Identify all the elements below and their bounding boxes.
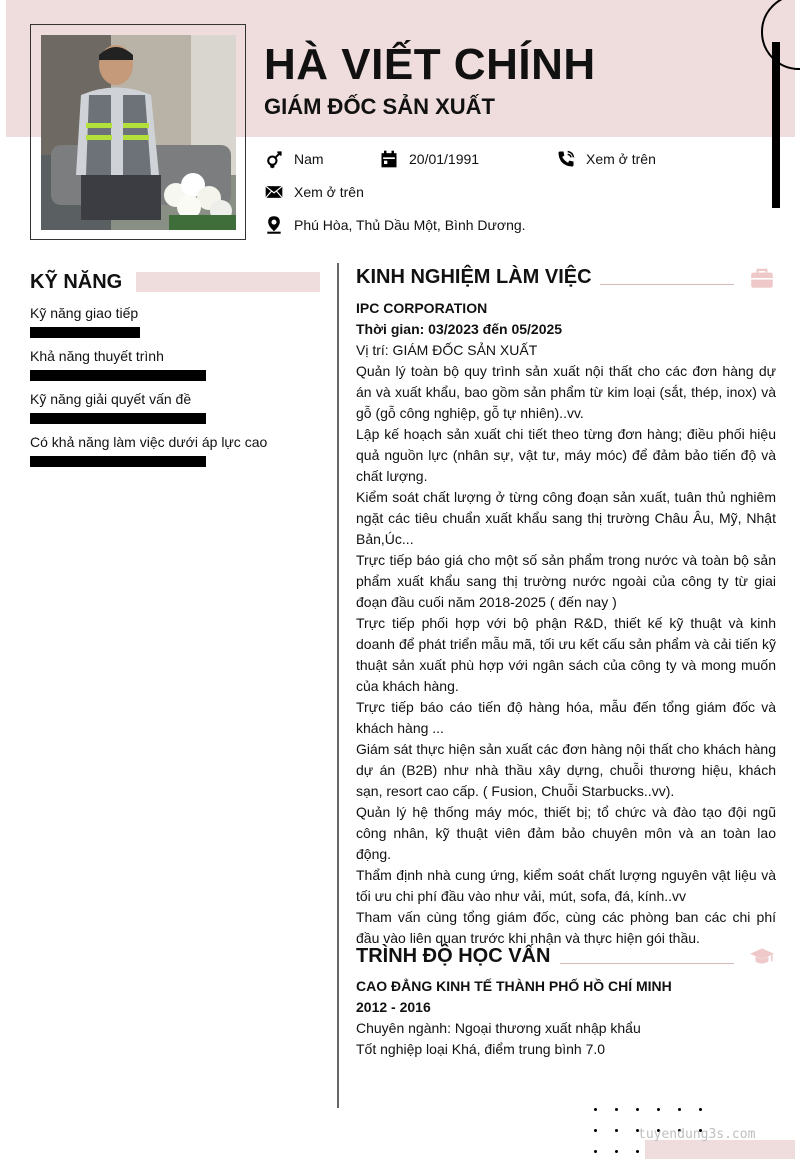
watermark: tuyendung3s.com — [638, 1127, 756, 1142]
education-heading: TRÌNH ĐỘ HỌC VẤN — [356, 945, 551, 967]
duty-item: Thẩm định nhà cung ứng, kiểm soát chất lượng nguyên vật liệu và tối ưu chi phí đầu vào như vải, mút, sofa, đá, kính..vv — [356, 867, 776, 904]
candidate-name: HÀ VIẾT CHÍNH — [264, 40, 596, 89]
duty-item: Quản lý toàn bộ quy trình sản xuất nội thất cho các đơn hàng dự án và xuất khẩu, bao gồm sản phẩm từ kim loại (sắt, thép, inox) và gỗ (gỗ công nghiệp, gỗ tự nhiên)..vv. — [356, 363, 776, 421]
study-major: Chuyên ngành: Ngoại thương xuất nhập khẩu — [356, 1020, 641, 1036]
duty-item: Trực tiếp báo giá cho một số sản phẩm trong nước và toàn bộ sản phẩm xuất khẩu sang thị trường nước ngoài của công ty từ giai đoạn đầu cuối năm 2018-2025 ( đến nay ) — [356, 552, 776, 610]
experience-heading: KINH NGHIỆM LÀM VIỆC — [356, 266, 592, 288]
phone-icon — [556, 149, 576, 169]
address-value: Phú Hòa, Thủ Dầu Một, Bình Dương. — [294, 217, 526, 233]
watermark-bar — [645, 1140, 795, 1159]
address-info — [264, 215, 526, 235]
work-position: Vị trí: GIÁM ĐỐC SẢN XUẤT — [356, 342, 538, 358]
envelope-icon — [264, 182, 284, 202]
gender-icon — [264, 149, 284, 169]
skills-heading-bar — [136, 272, 320, 292]
company-name: IPC CORPORATION — [356, 300, 488, 316]
study-result: Tốt nghiệp loại Khá, điểm trung bình 7.0 — [356, 1041, 606, 1057]
experience-section — [356, 298, 776, 949]
decorative-bar — [772, 42, 780, 208]
skill-label: Có khả năng làm việc dưới áp lực cao — [30, 434, 268, 450]
phone-info — [556, 149, 656, 169]
duty-item: Trực tiếp phối hợp với bộ phận R&D, thiết kế kỹ thuật và kinh doanh để phát triển mẫu mã, tối ưu kết cấu sản phẩm và cải tiến kỹ thuật sản xuất phù hợp với ngân sách của công ty và mong muốn của khách hàng. — [356, 615, 776, 694]
skills-heading: KỸ NĂNG — [30, 271, 123, 293]
column-divider — [337, 263, 339, 1108]
duty-item: Giám sát thực hiện sản xuất các đơn hàng nội thất cho khách hàng dự án (B2B) như nhà thầu xây dựng, chuỗi thương hiệu, khách sạn, resort cao cấp. ( Fusion, Chuỗi Starbucks..vv). — [356, 741, 776, 799]
school-name: CAO ĐẲNG KINH TẾ THÀNH PHỐ HỒ CHÍ MINH — [356, 978, 672, 994]
education-section — [356, 976, 776, 1060]
skill-level-bar — [30, 327, 140, 338]
gender-info — [264, 149, 324, 169]
work-period: Thời gian: 03/2023 đến 05/2025 — [356, 321, 563, 337]
candidate-job-title: GIÁM ĐỐC SẢN XUẤT — [264, 94, 495, 119]
profile-photo — [41, 35, 236, 230]
study-years: 2012 - 2016 — [356, 999, 431, 1015]
duty-item: Kiểm soát chất lượng ở từng công đoạn sản xuất, tuân thủ nghiêm ngặt các tiêu chuẩn xuất khẩu sang thị trường Châu Âu, Mỹ, Nhật Bản,Úc... — [356, 489, 776, 547]
skill-label: Khả năng thuyết trình — [30, 348, 164, 364]
birthday-value: 20/01/1991 — [409, 151, 480, 167]
skill-level-bar — [30, 413, 206, 424]
skill-label: Kỹ năng giải quyết vấn đề — [30, 391, 192, 407]
education-heading-line — [560, 963, 734, 964]
skill-level-bar — [30, 370, 206, 381]
duty-item: Quản lý hệ thống máy móc, thiết bị; tổ chức và đào tạo đội ngũ công nhân, kỹ thuật viên đảm bảo chuyên môn và an toàn lao động. — [356, 804, 776, 862]
briefcase-icon — [749, 265, 775, 291]
phone-value: Xem ở trên — [586, 151, 656, 167]
birthday-info — [379, 149, 479, 169]
email-info — [264, 182, 364, 202]
email-value: Xem ở trên — [294, 184, 364, 200]
duty-item: Trực tiếp báo cáo tiến độ hàng hóa, mẫu đến tổng giám đốc và khách hàng ... — [356, 699, 776, 736]
experience-heading-line — [600, 284, 734, 285]
skill-label: Kỹ năng giao tiếp — [30, 305, 139, 321]
graduation-cap-icon — [749, 944, 775, 970]
duty-item: Lập kế hoạch sản xuất chi tiết theo từng đơn hàng; điều phối hiệu quả nguồn lực (nhân sự, vật tư, máy móc) để đảm bảo tiến độ và chất lượng. — [356, 426, 776, 484]
skill-level-bar — [30, 456, 206, 467]
location-icon — [264, 215, 284, 235]
gender-value: Nam — [294, 151, 324, 167]
calendar-icon — [379, 149, 399, 169]
duty-item: Tham vấn cùng tổng giám đốc, cùng các phòng ban các chi phí đầu vào liên quan trước khi nhận và thực hiện gói thầu. — [356, 909, 776, 946]
